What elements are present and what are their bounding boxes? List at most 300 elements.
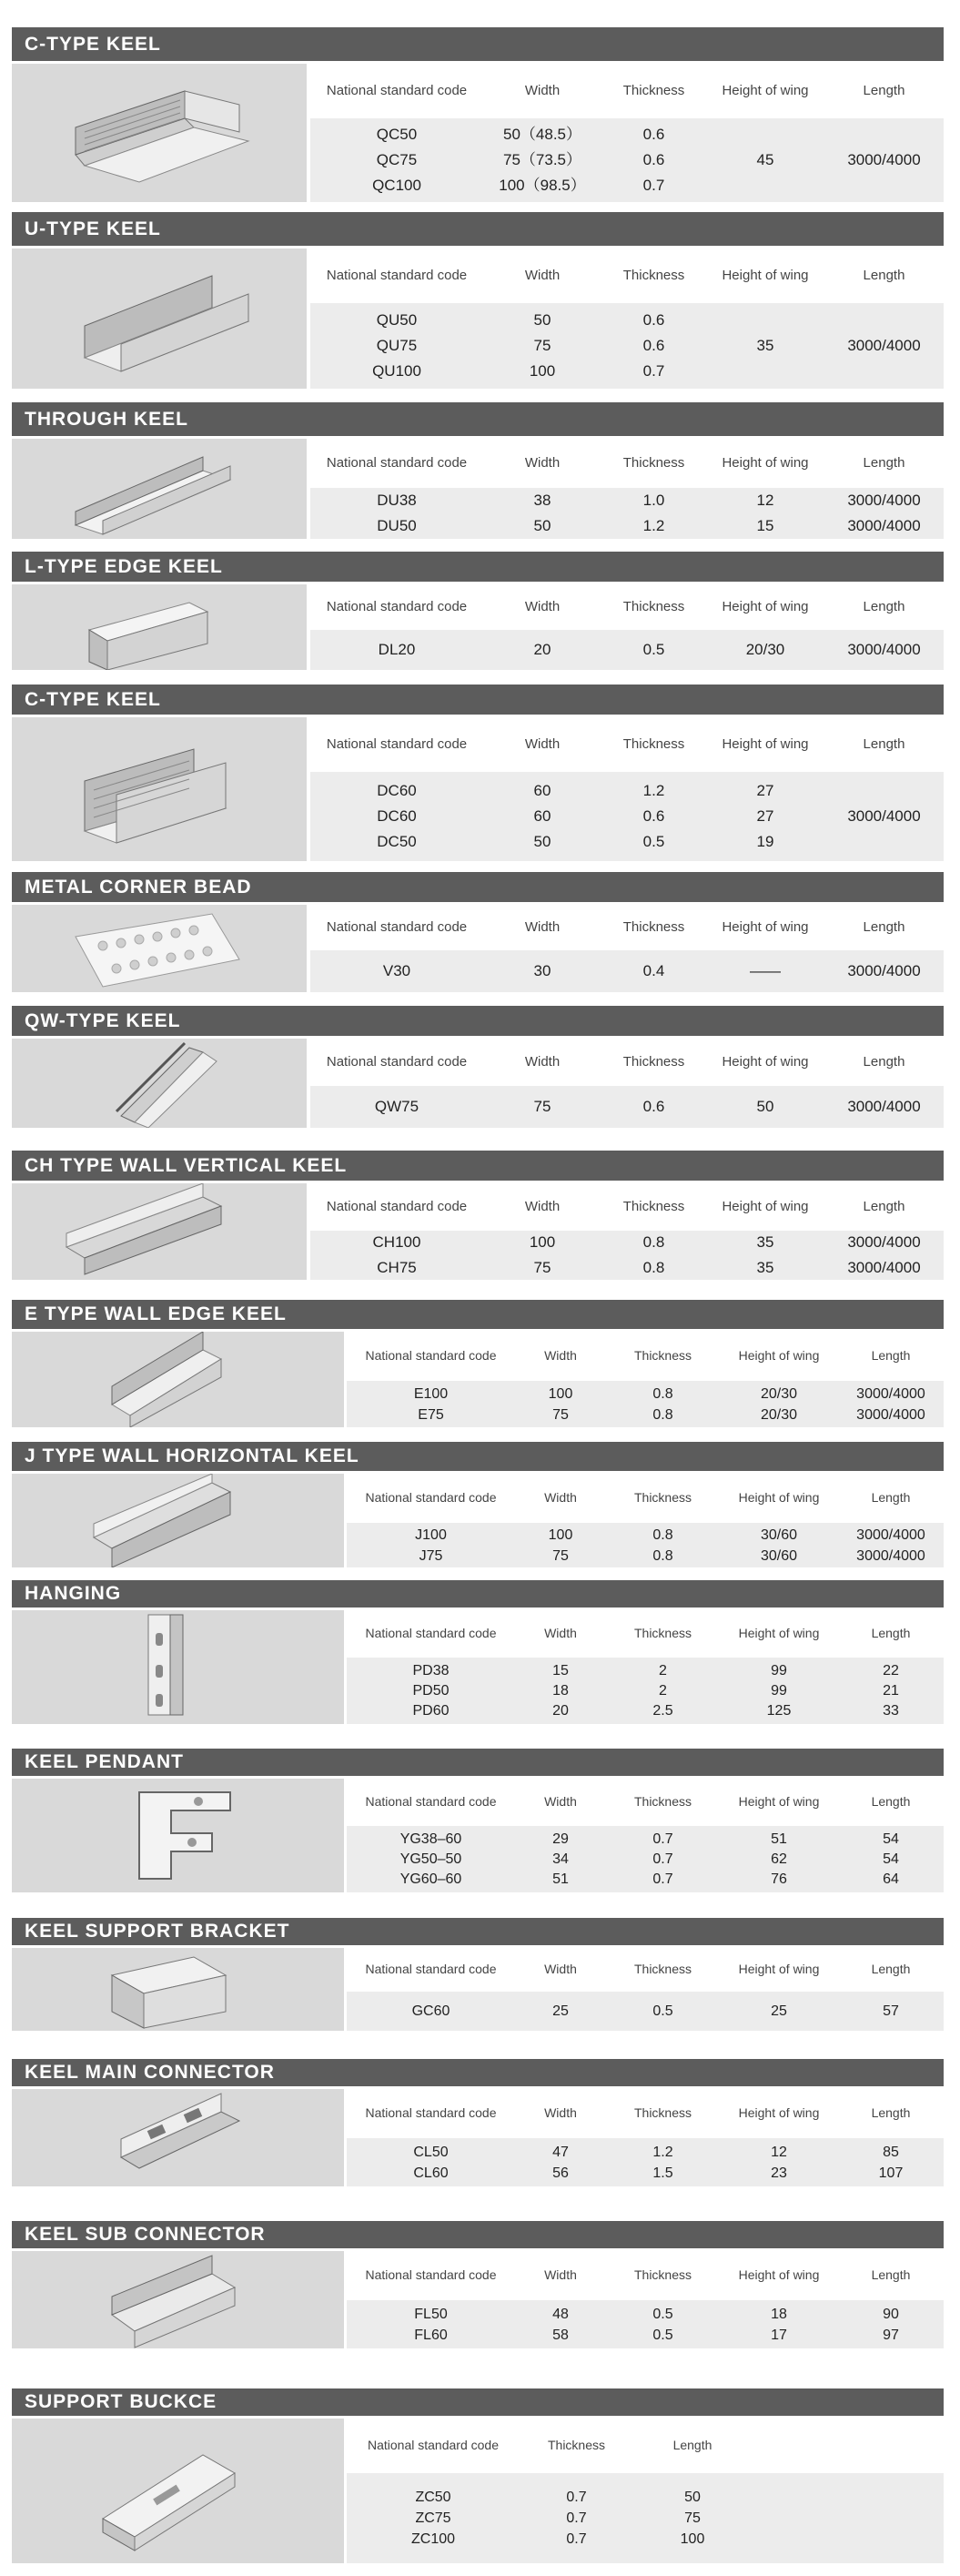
thickness-column bbox=[601, 118, 706, 202]
thickness-column bbox=[606, 1826, 720, 1892]
section-title: E TYPE WALL EDGE KEEL bbox=[12, 1300, 944, 1329]
header-thickness: Thickness bbox=[622, 918, 685, 935]
code-value: ZC100 bbox=[410, 2531, 456, 2547]
width-value: 20 bbox=[552, 1702, 569, 1719]
section-through-keel bbox=[12, 402, 944, 541]
code-value: PD38 bbox=[412, 1662, 450, 1678]
width-value: 58 bbox=[552, 2327, 569, 2343]
length-value: 3000/4000 bbox=[847, 641, 921, 658]
thickness-value: 0.6 bbox=[642, 807, 665, 825]
qw-type-keel-icon bbox=[12, 1039, 307, 1128]
header-width: Width bbox=[544, 1794, 577, 1809]
header-thickness: Thickness bbox=[633, 1348, 692, 1363]
wing-value: 19 bbox=[756, 833, 774, 850]
hanging-icon bbox=[12, 1610, 344, 1724]
header-thickness: Thickness bbox=[633, 2105, 692, 2120]
thickness-value: 0.6 bbox=[642, 126, 665, 143]
wing-column bbox=[706, 772, 824, 861]
code-column bbox=[347, 1523, 515, 1567]
header-wing: Height of wing bbox=[738, 1490, 820, 1505]
header-thickness: Thickness bbox=[547, 2438, 606, 2452]
thickness-value: 0.8 bbox=[652, 1526, 673, 1543]
code-value: PD60 bbox=[412, 1702, 450, 1719]
length-value: 100 bbox=[680, 2531, 705, 2547]
wing-value: 15 bbox=[756, 517, 774, 534]
code-value: QC50 bbox=[376, 126, 418, 143]
header-length: Length bbox=[871, 1490, 911, 1505]
thickness-value: 0.7 bbox=[566, 2531, 587, 2547]
length-column bbox=[838, 1658, 944, 1724]
header-width: Width bbox=[524, 454, 561, 471]
code-value: ZC50 bbox=[415, 2490, 451, 2505]
thickness-column bbox=[606, 1523, 720, 1567]
length-value: 3000/4000 bbox=[847, 492, 921, 509]
code-column bbox=[310, 1231, 483, 1280]
section-title: THROUGH KEEL bbox=[12, 402, 944, 436]
wing-column bbox=[720, 1826, 838, 1892]
thickness-value: 0.5 bbox=[642, 833, 665, 850]
c-type-keel-icon bbox=[12, 64, 307, 202]
header-thickness: Thickness bbox=[633, 1962, 692, 1976]
width-value: 75 bbox=[552, 1547, 569, 1564]
length-value: 54 bbox=[883, 1831, 899, 1847]
header-wing: Height of wing bbox=[722, 1198, 809, 1214]
wing-value: 12 bbox=[771, 2144, 787, 2160]
header-code: National standard code bbox=[365, 1626, 497, 1640]
wing-column bbox=[706, 1231, 824, 1280]
length-column bbox=[824, 488, 944, 539]
thickness-value: 0.7 bbox=[566, 2510, 587, 2526]
header-length: Length bbox=[863, 735, 905, 752]
code-value: DL20 bbox=[378, 641, 416, 658]
thickness-value: 0.7 bbox=[652, 1871, 673, 1887]
header-thickness: Thickness bbox=[622, 735, 685, 752]
header-length: Length bbox=[863, 267, 905, 283]
thickness-value: 2.5 bbox=[652, 1702, 673, 1719]
header-length: Length bbox=[863, 82, 905, 98]
length-value: 3000/4000 bbox=[856, 1406, 925, 1423]
header-width: Width bbox=[544, 1490, 577, 1505]
thickness-value: 0.5 bbox=[652, 2306, 673, 2322]
section-j-type-wall-horizontal-keel bbox=[12, 1442, 944, 1569]
header-code: National standard code bbox=[365, 2267, 497, 2282]
code-column bbox=[347, 2473, 520, 2563]
width-column bbox=[515, 2138, 606, 2186]
support-bracket-icon bbox=[12, 1948, 344, 2031]
product-image bbox=[12, 584, 307, 670]
wing-value: 35 bbox=[756, 1233, 774, 1251]
thickness-column bbox=[601, 488, 706, 539]
wing-value: 50 bbox=[756, 1098, 774, 1115]
width-value: 75 bbox=[533, 1259, 551, 1276]
table-body bbox=[347, 2473, 944, 2563]
length-value: 3000/4000 bbox=[847, 807, 921, 825]
length-value: 33 bbox=[883, 1702, 899, 1719]
thickness-value: 1.2 bbox=[642, 782, 665, 799]
table-header bbox=[347, 1332, 944, 1379]
wing-value: 23 bbox=[771, 2165, 787, 2181]
header-wing: Height of wing bbox=[722, 82, 809, 98]
section-keel-sub-connector bbox=[12, 2221, 944, 2350]
section-ch-type-wall-vertical-keel bbox=[12, 1151, 944, 1282]
width-value: 100 bbox=[548, 1526, 573, 1543]
code-column bbox=[310, 118, 483, 202]
code-value: PD50 bbox=[412, 1682, 450, 1699]
table-header bbox=[347, 1610, 944, 1656]
width-value: 51 bbox=[552, 1871, 569, 1887]
code-value: CH100 bbox=[372, 1233, 421, 1251]
width-value: 18 bbox=[552, 1682, 569, 1699]
table-header bbox=[347, 2089, 944, 2136]
width-value: 47 bbox=[552, 2144, 569, 2160]
thickness-value: 0.5 bbox=[652, 2003, 673, 2019]
width-value: 100 bbox=[529, 362, 556, 380]
width-column bbox=[483, 1231, 601, 1280]
header-width: Width bbox=[544, 1626, 577, 1640]
table-header bbox=[310, 717, 944, 770]
code-value: QC100 bbox=[372, 177, 421, 194]
length-value: 64 bbox=[883, 1871, 899, 1887]
thickness-value: 0.8 bbox=[652, 1547, 673, 1564]
header-length: Length bbox=[871, 1962, 911, 1976]
section-title: SUPPORT BUCKCE bbox=[12, 2388, 944, 2416]
width-value: 50 bbox=[533, 311, 551, 329]
table-header bbox=[310, 248, 944, 301]
header-length: Length bbox=[672, 2438, 712, 2452]
length-column bbox=[838, 1826, 944, 1892]
length-value: 3000/4000 bbox=[847, 1259, 921, 1276]
header-code: National standard code bbox=[326, 1198, 468, 1214]
width-value: 75 bbox=[533, 1098, 551, 1115]
wing-value: 25 bbox=[771, 2003, 787, 2019]
wing-value: 99 bbox=[771, 1682, 787, 1699]
thickness-column bbox=[606, 1381, 720, 1427]
section-title: C-TYPE KEEL bbox=[12, 685, 944, 715]
width-column bbox=[515, 1381, 606, 1427]
wing-value: 51 bbox=[771, 1831, 787, 1847]
table-body bbox=[347, 1523, 944, 1567]
thickness-value: 0.6 bbox=[642, 337, 665, 354]
wing-value: 18 bbox=[771, 2306, 787, 2322]
thickness-value: 0.8 bbox=[642, 1259, 665, 1276]
thickness-value: 0.6 bbox=[642, 151, 665, 168]
header-code: National standard code bbox=[326, 735, 468, 752]
code-value: GC60 bbox=[411, 2003, 450, 2019]
code-column bbox=[347, 2300, 515, 2348]
code-value: CL60 bbox=[413, 2165, 449, 2181]
header-code: National standard code bbox=[326, 598, 468, 614]
width-value: 100 bbox=[548, 1385, 573, 1402]
table-body bbox=[347, 1658, 944, 1724]
header-wing: Height of wing bbox=[738, 1962, 820, 1976]
length-value: 97 bbox=[883, 2327, 899, 2343]
header-thickness: Thickness bbox=[622, 1053, 685, 1070]
code-value: DC50 bbox=[377, 833, 417, 850]
table-header bbox=[310, 584, 944, 628]
table-body bbox=[347, 1826, 944, 1892]
code-column bbox=[310, 488, 483, 539]
length-value: 107 bbox=[878, 2165, 904, 2181]
thickness-column bbox=[606, 2300, 720, 2348]
header-length: Length bbox=[863, 1053, 905, 1070]
table-body bbox=[310, 118, 944, 202]
wing-value: 20/30 bbox=[745, 641, 785, 658]
product-image bbox=[12, 905, 307, 992]
header-thickness: Thickness bbox=[633, 1626, 692, 1640]
table-body bbox=[347, 2138, 944, 2186]
section-title: KEEL PENDANT bbox=[12, 1749, 944, 1776]
wing-value: 99 bbox=[771, 1662, 787, 1678]
header-width: Width bbox=[544, 2267, 577, 2282]
wing-value: 76 bbox=[771, 1871, 787, 1887]
section-c-type-keel-dc bbox=[12, 685, 944, 863]
header-thickness: Thickness bbox=[633, 1490, 692, 1505]
section-title: HANGING bbox=[12, 1580, 944, 1607]
section-e-type-wall-edge-keel bbox=[12, 1300, 944, 1429]
wing-value: 27 bbox=[756, 807, 774, 825]
code-value: J100 bbox=[415, 1526, 447, 1543]
wing-value: 35 bbox=[756, 337, 774, 354]
section-keel-main-connector bbox=[12, 2059, 944, 2188]
header-width: Width bbox=[524, 918, 561, 935]
length-value: 3000/4000 bbox=[847, 1233, 921, 1251]
header-width: Width bbox=[544, 1348, 577, 1363]
wing-value: 20/30 bbox=[760, 1385, 798, 1402]
product-image bbox=[12, 717, 307, 861]
header-code: National standard code bbox=[326, 454, 468, 471]
width-column bbox=[483, 118, 601, 202]
code-value: FL50 bbox=[414, 2306, 448, 2322]
section-title: U-TYPE KEEL bbox=[12, 212, 944, 246]
section-title: C-TYPE KEEL bbox=[12, 27, 944, 61]
length-column bbox=[838, 1381, 944, 1427]
product-image bbox=[12, 1948, 344, 2031]
section-title: L-TYPE EDGE KEEL bbox=[12, 552, 944, 582]
length-value: 3000/4000 bbox=[847, 517, 921, 534]
product-image bbox=[12, 2251, 344, 2348]
product-image bbox=[12, 64, 307, 202]
header-thickness: Thickness bbox=[622, 82, 685, 98]
table-header bbox=[310, 905, 944, 948]
width-column bbox=[515, 1658, 606, 1724]
header-width: Width bbox=[524, 267, 561, 283]
length-value: 21 bbox=[883, 1682, 899, 1699]
width-value: 60 bbox=[533, 807, 551, 825]
header-wing: Height of wing bbox=[722, 735, 809, 752]
thickness-column bbox=[520, 2473, 633, 2563]
wing-column bbox=[720, 1381, 838, 1427]
length-value: 3000/4000 bbox=[856, 1526, 925, 1543]
product-image bbox=[12, 2089, 344, 2186]
header-code: National standard code bbox=[365, 1490, 497, 1505]
width-column bbox=[483, 488, 601, 539]
header-width: Width bbox=[544, 1962, 577, 1976]
wing-value: 17 bbox=[771, 2327, 787, 2343]
section-hanging bbox=[12, 1580, 944, 1726]
thickness-value: 0.4 bbox=[642, 962, 665, 979]
code-value: DU50 bbox=[377, 517, 417, 534]
length-column bbox=[824, 1231, 944, 1280]
header-wing: Height of wing bbox=[738, 1794, 820, 1809]
header-code: National standard code bbox=[365, 1962, 497, 1976]
wing-value: 30/60 bbox=[760, 1547, 798, 1564]
width-value: 50 bbox=[533, 833, 551, 850]
header-code: National standard code bbox=[326, 267, 468, 283]
code-value: YG60–60 bbox=[399, 1871, 462, 1887]
header-code: National standard code bbox=[365, 2105, 497, 2120]
header-length: Length bbox=[871, 2105, 911, 2120]
width-value: 100 bbox=[529, 1233, 556, 1251]
length-value: 75 bbox=[684, 2510, 701, 2526]
section-keel-support-bracket bbox=[12, 1918, 944, 2033]
width-value: 15 bbox=[552, 1662, 569, 1678]
width-value: 100（98.5） bbox=[499, 177, 586, 194]
length-value: 57 bbox=[883, 2003, 899, 2019]
header-width: Width bbox=[524, 598, 561, 614]
thickness-value: 0.8 bbox=[652, 1406, 673, 1423]
section-title: CH TYPE WALL VERTICAL KEEL bbox=[12, 1151, 944, 1181]
code-value: V30 bbox=[382, 962, 411, 979]
header-length: Length bbox=[871, 1348, 911, 1363]
thickness-value: 0.5 bbox=[642, 641, 665, 658]
wing-value: 35 bbox=[756, 1259, 774, 1276]
width-value: 50（48.5） bbox=[503, 126, 581, 143]
width-value: 29 bbox=[552, 1831, 569, 1847]
thickness-value: 0.8 bbox=[652, 1385, 673, 1402]
header-width: Width bbox=[544, 2105, 577, 2120]
code-value: CL50 bbox=[413, 2144, 449, 2160]
header-wing: Height of wing bbox=[722, 267, 809, 283]
header-thickness: Thickness bbox=[622, 267, 685, 283]
table-body bbox=[310, 950, 944, 992]
wing-column bbox=[720, 2300, 838, 2348]
table-header bbox=[347, 1948, 944, 1990]
table-header bbox=[347, 2251, 944, 2298]
through-keel-icon bbox=[12, 439, 307, 539]
thickness-value: 1.5 bbox=[652, 2165, 673, 2181]
length-column bbox=[838, 2300, 944, 2348]
thickness-value: 0.7 bbox=[642, 177, 665, 194]
code-value: QC75 bbox=[376, 151, 418, 168]
length-value: 3000/4000 bbox=[856, 1547, 925, 1564]
thickness-value: 1.0 bbox=[642, 492, 665, 509]
width-column bbox=[515, 1826, 606, 1892]
code-value: QU50 bbox=[376, 311, 418, 329]
code-value: DC60 bbox=[377, 782, 417, 799]
wing-value: 62 bbox=[771, 1851, 787, 1867]
table-header bbox=[347, 1779, 944, 1824]
wing-value: 27 bbox=[756, 782, 774, 799]
thickness-column bbox=[606, 2138, 720, 2186]
code-value: YG38–60 bbox=[399, 1831, 462, 1847]
length-value: 54 bbox=[883, 1851, 899, 1867]
header-width: Width bbox=[524, 1198, 561, 1214]
product-image bbox=[12, 439, 307, 539]
header-wing: Height of wing bbox=[722, 1053, 809, 1070]
width-value: 75（73.5） bbox=[503, 151, 581, 168]
length-column bbox=[838, 2138, 944, 2186]
header-wing: Height of wing bbox=[738, 1348, 820, 1363]
sub-connector-icon bbox=[12, 2251, 344, 2348]
section-title: QW-TYPE KEEL bbox=[12, 1006, 944, 1036]
table-header bbox=[347, 2419, 944, 2471]
length-column bbox=[633, 2473, 752, 2563]
section-l-type-edge-keel bbox=[12, 552, 944, 672]
table-header bbox=[347, 1474, 944, 1521]
header-width: Width bbox=[524, 735, 561, 752]
header-code: National standard code bbox=[326, 918, 468, 935]
product-image bbox=[12, 1039, 307, 1128]
wing-value: 12 bbox=[756, 492, 774, 509]
product-image bbox=[12, 1332, 344, 1427]
length-column bbox=[838, 1523, 944, 1567]
header-wing: Height of wing bbox=[738, 2267, 820, 2282]
width-column bbox=[515, 2300, 606, 2348]
header-length: Length bbox=[871, 1626, 911, 1640]
thickness-value: 1.2 bbox=[652, 2144, 673, 2160]
width-value: 25 bbox=[552, 2003, 569, 2019]
table-header bbox=[310, 1183, 944, 1229]
wing-column bbox=[720, 1523, 838, 1567]
width-value: 75 bbox=[533, 337, 551, 354]
header-length: Length bbox=[863, 454, 905, 471]
section-support-buckce bbox=[12, 2388, 944, 2565]
header-thickness: Thickness bbox=[622, 1198, 685, 1214]
wing-value: 45 bbox=[756, 151, 774, 168]
l-type-edge-keel-icon bbox=[12, 584, 307, 670]
width-value: 75 bbox=[552, 1406, 569, 1423]
header-code: National standard code bbox=[368, 2438, 499, 2452]
j-type-keel-icon bbox=[12, 1474, 344, 1567]
table-header bbox=[310, 64, 944, 117]
length-value: 3000/4000 bbox=[847, 1098, 921, 1115]
table-body bbox=[310, 303, 944, 389]
width-value: 48 bbox=[552, 2306, 569, 2322]
width-column bbox=[483, 303, 601, 389]
length-value: 22 bbox=[883, 1662, 899, 1678]
thickness-value: 0.7 bbox=[642, 362, 665, 380]
header-wing: Height of wing bbox=[722, 454, 809, 471]
thickness-value: 1.2 bbox=[642, 517, 665, 534]
section-qw-type-keel bbox=[12, 1006, 944, 1130]
product-image bbox=[12, 1183, 307, 1280]
thickness-column bbox=[601, 1231, 706, 1280]
header-wing: Height of wing bbox=[722, 918, 809, 935]
table-body bbox=[347, 2300, 944, 2348]
thickness-value: 0.7 bbox=[566, 2490, 587, 2505]
length-value: 3000/4000 bbox=[847, 962, 921, 979]
code-column bbox=[310, 772, 483, 861]
wing-value: 20/30 bbox=[760, 1406, 798, 1423]
code-value: E75 bbox=[418, 1406, 444, 1423]
corner-bead-icon bbox=[12, 905, 307, 992]
header-thickness: Thickness bbox=[633, 2267, 692, 2282]
table-body bbox=[347, 1381, 944, 1427]
code-value: YG50–50 bbox=[399, 1851, 462, 1867]
length-value: 85 bbox=[883, 2144, 899, 2160]
header-length: Length bbox=[863, 918, 905, 935]
support-buckle-icon bbox=[12, 2419, 344, 2563]
product-image bbox=[12, 1610, 344, 1724]
width-column bbox=[515, 1523, 606, 1567]
table-body bbox=[310, 1231, 944, 1280]
section-c-type-keel bbox=[12, 27, 944, 204]
header-wing: Height of wing bbox=[738, 2105, 820, 2120]
width-value: 20 bbox=[533, 641, 551, 658]
header-width: Width bbox=[524, 1053, 561, 1070]
wing-value: 30/60 bbox=[760, 1526, 798, 1543]
wing-column bbox=[706, 488, 824, 539]
